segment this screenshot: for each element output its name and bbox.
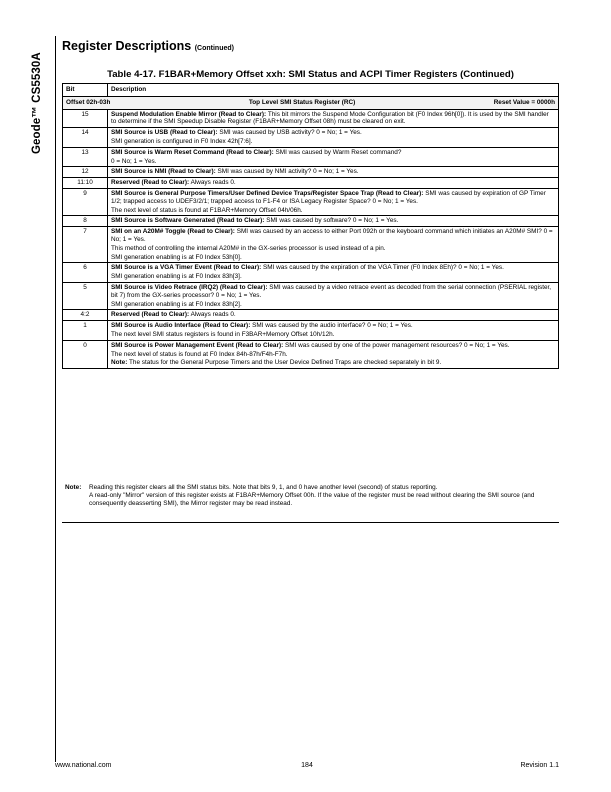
bit-cell: 15	[63, 109, 108, 128]
note-rule	[62, 522, 559, 523]
description-cell	[108, 263, 559, 283]
field-text: SMI was caused by USB activity? 0 = No; 1 = Yes.	[217, 129, 362, 137]
description-paragraph	[111, 190, 555, 206]
description-paragraph	[111, 179, 555, 187]
field-text: 0 = No; 1 = Yes.	[111, 157, 157, 165]
field-name: Reserved (Read to Clear):	[111, 311, 190, 319]
description-paragraph	[111, 207, 555, 215]
field-text: SMI was caused by a video retrace event as decoded from the serial connection (PSERIAL register, bit 7) from the GX-series processor? 0 = No; 1 = Yes.	[111, 283, 552, 299]
field-text: This bit mirrors the Suspend Mode Configuration bit (F0 Index 96h[0]). It is used by the SMI handler to determine if the SMI Speedup Disable Register (F1BAR+Memory Offset 08h) must be cleared on exit.	[111, 110, 549, 126]
field-text: SMI was caused by expiration of GP Timer 1/2; trapped access to UDEF3/2/1; trapped access to F1-F4 or ISA Legacy Register Space? 0 = No; 1 = Yes.	[111, 189, 546, 205]
offset-label: Offset 02h-03h	[66, 98, 111, 106]
revision: Revision 1.1	[520, 762, 559, 769]
table-row	[63, 167, 559, 178]
table-row	[63, 128, 559, 148]
bit-cell: 4:2	[63, 310, 108, 321]
description-paragraph	[111, 129, 555, 137]
table-row	[63, 178, 559, 189]
table-row	[63, 227, 559, 263]
description-paragraph	[111, 149, 555, 157]
field-text: SMI generation enabling is at F0 Index 53h[0].	[111, 253, 242, 261]
description-paragraph	[111, 245, 555, 253]
section-title	[62, 39, 234, 53]
description-cell	[108, 109, 559, 128]
field-text: Always reads 0.	[189, 311, 236, 319]
table-row	[63, 282, 559, 309]
field-name: Suspend Modulation Enable Mirror (Read to Clear):	[111, 110, 267, 118]
section-title-text: Register Descriptions	[62, 39, 192, 53]
table-row	[63, 263, 559, 283]
field-name: SMI Source is NMI (Read to Clear):	[111, 168, 216, 176]
register-table	[62, 83, 559, 369]
description-cell	[108, 128, 559, 148]
description-paragraph	[111, 158, 555, 166]
field-text: This method of controlling the internal A20M# in the GX-series processor is used instead of a pin.	[111, 244, 386, 252]
bit-cell: 8	[63, 216, 108, 227]
description-paragraph	[111, 273, 555, 281]
field-text: The next level of status is found at F0 Index 84h-87h/F4h-F7h.	[111, 350, 288, 358]
bit-cell: 12	[63, 167, 108, 178]
section-title-suffix: (Continued)	[194, 45, 234, 52]
register-name: Top Level SMI Status Register (RC)	[248, 98, 356, 106]
table-row	[63, 340, 559, 368]
field-text: SMI generation enabling is at F0 Index 83h[3].	[111, 273, 242, 281]
field-text: SMI was caused by software? 0 = No; 1 = Yes.	[264, 217, 399, 225]
description-header: Description	[108, 84, 559, 97]
bit-cell: 7	[63, 227, 108, 263]
footer-url: www.national.com	[55, 762, 112, 769]
field-name: SMI Source is General Purpose Timers/User Defined Device Traps/Register Space Trap (Read to Clear):	[111, 189, 424, 197]
offset-row	[63, 96, 559, 109]
table-row	[63, 310, 559, 321]
description-paragraph	[111, 111, 555, 127]
description-cell	[108, 188, 559, 215]
description-paragraph	[111, 284, 555, 300]
offset-cell	[63, 96, 559, 109]
page-number: 184	[301, 762, 313, 769]
description-paragraph	[111, 228, 555, 244]
field-text: SMI was caused by NMI activity? 0 = No; 1 = Yes.	[215, 168, 359, 176]
description-paragraph	[111, 331, 555, 339]
field-text: Always reads 0.	[189, 179, 236, 187]
description-cell	[108, 282, 559, 309]
description-paragraph	[111, 138, 555, 146]
field-name: SMI Source is Power Management Event (Read to Clear):	[111, 341, 284, 349]
bit-cell: 6	[63, 263, 108, 283]
table-row	[63, 147, 559, 167]
description-paragraph	[111, 264, 555, 272]
field-name: SMI Source is a VGA Timer Event (Read to Clear):	[111, 264, 262, 272]
bit-cell: 14	[63, 128, 108, 148]
description-cell	[108, 227, 559, 263]
field-name: SMI Source is USB (Read to Clear):	[111, 129, 218, 137]
table-row	[63, 321, 559, 341]
field-text: The status for the General Purpose Timers and the User Device Defined Traps are checked separately in bit 9.	[127, 359, 442, 367]
field-name: Note:	[111, 359, 128, 367]
table-caption: Table 4-17. F1BAR+Memory Offset xxh: SMI Status and ACPI Timer Registers (Continued)	[107, 69, 514, 80]
field-text: SMI was caused by one of the power management resources? 0 = No; 1 = Yes.	[283, 341, 510, 349]
note-line: Reading this register clears all the SMI status bits. Note that bits 9, 1, and 0 have another level (second) of status reporting.	[89, 484, 438, 491]
field-text: The next level of status is found at F1BAR+Memory Offset 04h/06h.	[111, 206, 303, 214]
bit-cell: 11:10	[63, 178, 108, 189]
description-paragraph	[111, 311, 555, 319]
table-row	[63, 216, 559, 227]
field-name: SMI Source is Video Retrace (IRQ2) (Read to Clear):	[111, 283, 268, 291]
reset-value: Reset Value = 0000h	[493, 98, 555, 106]
field-text: The next level SMI status registers is found in F3BAR+Memory Offset 10h/12h.	[111, 330, 335, 338]
note-line: A read-only "Mirror" version of this register exists at F1BAR+Memory Offset 00h. If the value of the register must be read without clearing the SMI source (and consequently deasserting SMI), the Mirror register may be read instead.	[89, 492, 535, 507]
bit-cell: 1	[63, 321, 108, 341]
description-paragraph	[111, 168, 555, 176]
header-row	[63, 84, 559, 97]
bit-cell: 13	[63, 147, 108, 167]
margin-rule	[55, 36, 56, 762]
field-text: SMI was caused by the expiration of the VGA Timer (F0 Index 8Eh)? 0 = No; 1 = Yes.	[261, 264, 504, 272]
note-label: Note:	[65, 484, 82, 491]
field-name: Reserved (Read to Clear):	[111, 179, 190, 187]
field-text: SMI generation is configured in F0 Index 42h[7:6].	[111, 137, 253, 145]
field-name: SMI Source is Audio Interface (Read to Clear):	[111, 322, 251, 330]
description-paragraph	[111, 301, 555, 309]
description-cell	[108, 147, 559, 167]
description-paragraph	[111, 351, 555, 359]
field-name: SMI on an A20M# Toggle (Read to Clear):	[111, 228, 235, 236]
description-cell	[108, 216, 559, 227]
description-cell	[108, 321, 559, 341]
field-name: SMI Source is Software Generated (Read to Clear):	[111, 217, 265, 225]
product-side-title	[31, 36, 49, 186]
description-cell	[108, 310, 559, 321]
description-paragraph	[111, 359, 555, 367]
table-note	[62, 484, 559, 508]
description-cell	[108, 178, 559, 189]
description-paragraph	[111, 254, 555, 262]
bit-cell: 9	[63, 188, 108, 215]
bit-cell: 5	[63, 282, 108, 309]
table-row	[63, 109, 559, 128]
table-row	[63, 188, 559, 215]
product-name: Geode™ CS5530A	[31, 52, 43, 154]
bit-cell: 0	[63, 340, 108, 368]
field-name: SMI Source is Warm Reset Command (Read to Clear):	[111, 148, 274, 156]
description-cell	[108, 167, 559, 178]
description-paragraph	[111, 217, 555, 225]
note-text	[89, 484, 559, 508]
field-text: SMI was caused by Warm Reset command?	[273, 148, 402, 156]
field-text: SMI was caused by an access to either Port 092h or the keyboard command which initiates an A20M# SMI? 0 = No; 1 = Yes.	[111, 228, 553, 243]
register-rows	[63, 109, 559, 369]
field-text: SMI was caused by the audio interface? 0 = No; 1 = Yes.	[250, 322, 413, 330]
description-paragraph	[111, 342, 555, 350]
field-text: SMI generation enabling is at F0 Index 83h[2].	[111, 300, 242, 308]
description-cell	[108, 340, 559, 368]
description-paragraph	[111, 322, 555, 330]
bit-header: Bit	[63, 84, 108, 97]
